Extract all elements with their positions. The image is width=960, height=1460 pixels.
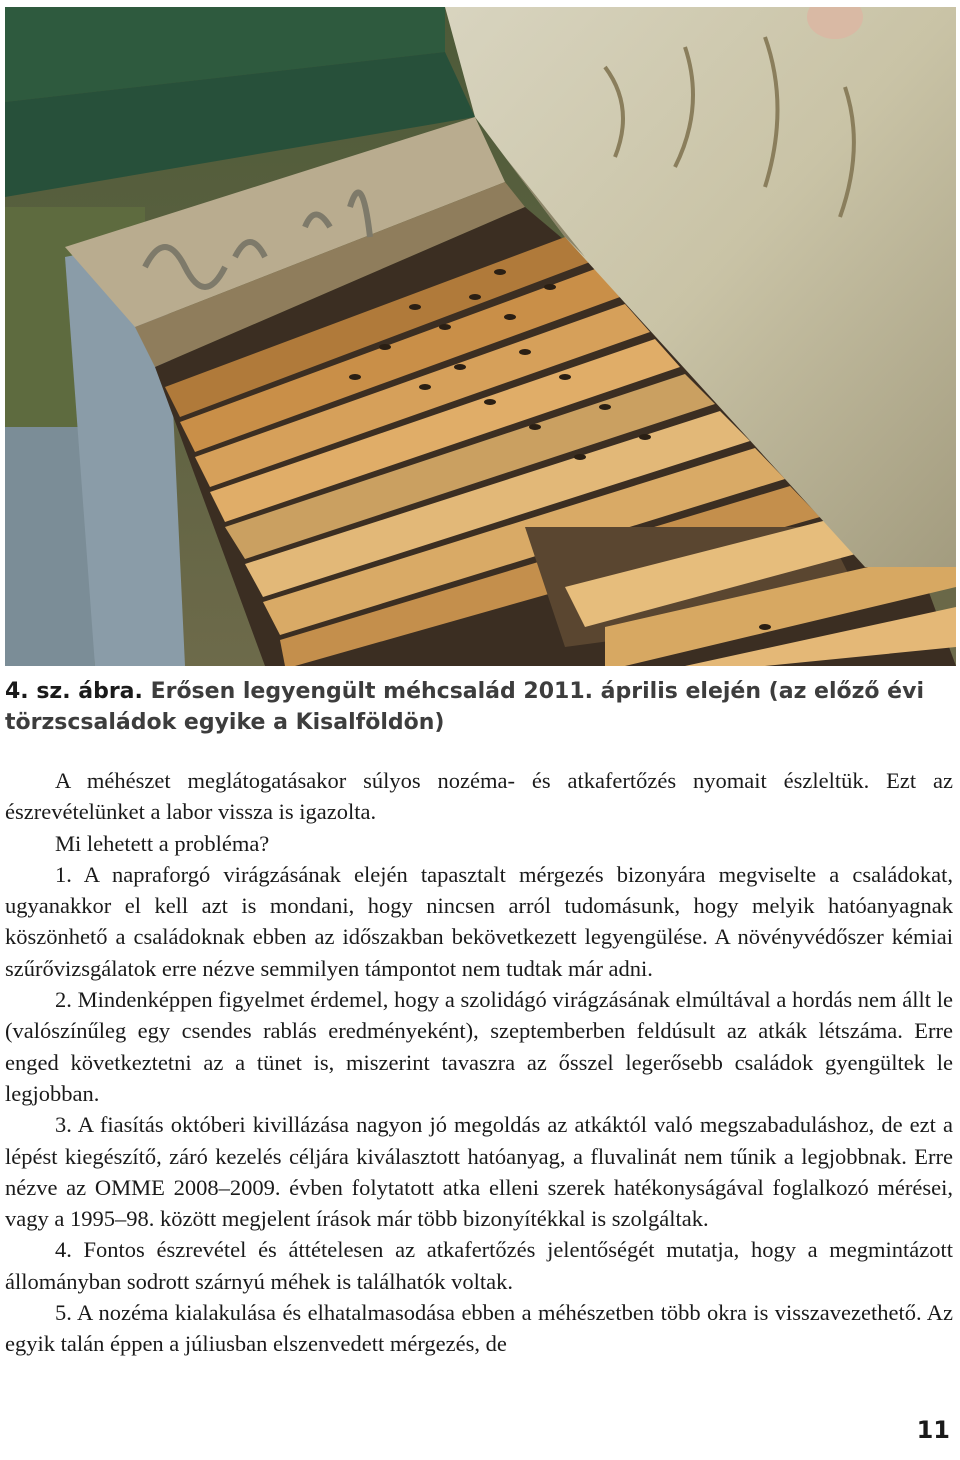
paragraph: 3. A fiasítás októberi kivillázása nagyon jó megoldás az atkáktól való megszabaduláshoz, de ezt a lépést kiegészítő, záró kezelés céljára kiválasztott hatóanyag, a fluvalinát nem tűnik a legjobbnak. Erre nézve az OMME 2008–2009. évben folytatott atka elleni szerek hatékonyságával foglalkozó mérései, vagy a 1995–98. között megjelent írások már több bizonyítékkal is szolgáltak.	[5, 1112, 953, 1232]
paragraph: A méhészet meglátogatásakor súlyos nozéma- és atkafertőzés nyomait észleltük. Ezt az észrevételünket a labor vissza is igazolta.	[5, 768, 953, 825]
paragraph: Mi lehetett a probléma?	[55, 830, 270, 856]
paragraph: 5. A nozéma kialakulása és elhatalmasodása ebben a méhészetben több okra is visszavezethető. Az egyik talán éppen a júliusban elszenvedett mérgezés, de	[5, 1300, 953, 1357]
caption-label: 4. sz. ábra.	[5, 679, 143, 704]
article-body	[5, 765, 953, 1360]
beehive-photo	[5, 7, 956, 666]
caption-title: Erősen legyengült méhcsalád 2011. április elején (az előző évi törzscsaládok egyike a Kisalföldön)	[5, 679, 924, 735]
paragraph: 2. Mindenképpen figyelmet érdemel, hogy a szolidágó virágzásának elmúltával a hordás nem állt le (valószínűleg egy csendes rablás eredményeként), szeptemberben feldúsult az atkák létszáma. Erre enged következtetni az a tünet is, miszerint tavaszra az ősszel legerősebb családok gyengültek le legjobban.	[5, 987, 953, 1106]
figure-caption	[5, 676, 953, 738]
page-number: 11	[916, 1416, 950, 1444]
beehive-illustration	[5, 7, 956, 666]
paragraph: 1. A napraforgó virágzásának elején tapasztalt mérgezés bizonyára megviselte a családokat, ugyanakkor el kell azt is mondani, hogy nincsen arról tudomásunk, hogy melyik hatóanyagnak köszönhető a családoknak ebben az időszakban bekövetkezett legyengülése. A növényvédőszer kémiai szűrővizsgálatok erre nézve semmilyen támpontot nem tudtak már adni.	[5, 861, 953, 981]
paragraph: 4. Fontos észrevétel és áttételesen az atkafertőzés jelentőségét mutatja, hogy a megmintázott állományban sodrott szárnyú méhek is találhatók voltak.	[5, 1237, 953, 1294]
